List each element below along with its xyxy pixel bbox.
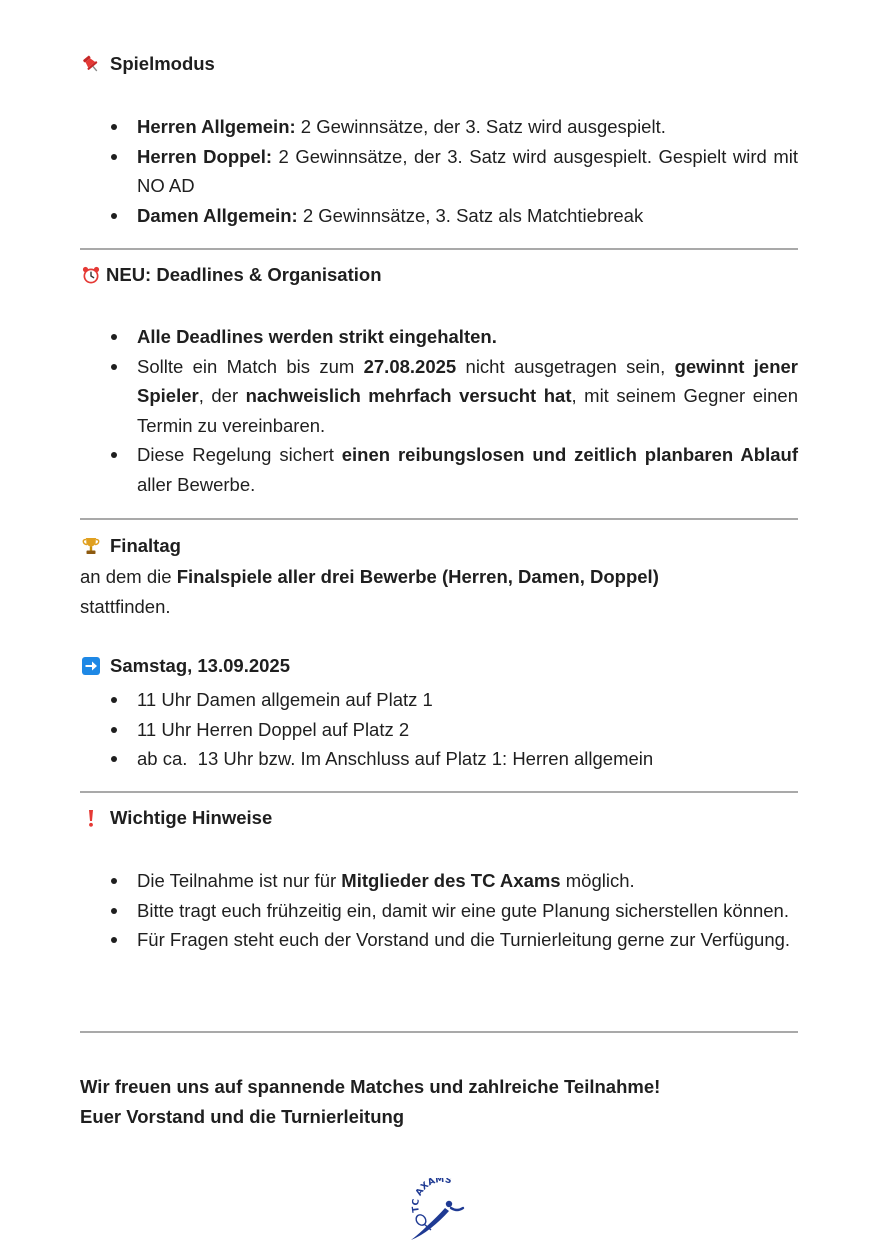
section-title: NEU: Deadlines & Organisation <box>106 264 382 285</box>
section-title: Finaltag <box>110 535 181 556</box>
list-item: Damen Allgemein: 2 Gewinnsätze, 3. Satz als Matchtiebreak <box>80 201 798 231</box>
date-title: Samstag, 13.09.2025 <box>110 655 290 676</box>
list-item: Alle Deadlines werden strikt eingehalten. <box>80 322 798 352</box>
closing-text: Wir freuen uns auf spannende Matches und zahlreiche Teilnahme! Euer Vorstand und die Turnierleitung <box>80 1076 661 1127</box>
schedule-list <box>80 685 798 774</box>
finaltag-description: an dem die Finalspiele aller drei Bewerbe (Herren, Damen, Doppel) stattfinden. <box>80 566 659 617</box>
section-divider <box>80 248 798 250</box>
section-heading-deadlines <box>80 264 382 286</box>
alarm-clock-icon <box>80 264 102 286</box>
list-item: Sollte ein Match bis zum 27.08.2025 nicht ausgetragen sein, gewinnt jener Spieler, der nachweislich mehrfach versucht hat, mit seinem Gegner einen Termin zu vereinbaren. <box>80 352 798 441</box>
list-item: Für Fragen steht euch der Vorstand und die Turnierleitung gerne zur Verfügung. <box>80 925 798 955</box>
spielmodus-list <box>80 112 798 230</box>
exclamation-icon <box>80 807 102 829</box>
trophy-icon <box>80 535 102 557</box>
section-title: Spielmodus <box>110 53 215 74</box>
svg-text:TC AXAMS: TC AXAMS <box>411 1178 453 1213</box>
section-divider <box>80 791 798 793</box>
section-heading-spielmodus <box>80 53 215 75</box>
date-heading <box>80 655 290 677</box>
pushpin-icon <box>80 53 102 75</box>
list-item: 11 Uhr Damen allgemein auf Platz 1 <box>80 685 798 715</box>
right-arrow-icon <box>80 655 102 677</box>
section-divider <box>80 518 798 520</box>
section-heading-hinweise <box>80 807 272 829</box>
list-item: Bitte tragt euch frühzeitig ein, damit wir eine gute Planung sicherstellen können. <box>80 896 798 926</box>
list-item: Diese Regelung sichert einen reibungslosen und zeitlich planbaren Ablauf aller Bewerbe. <box>80 440 798 499</box>
list-item: Herren Doppel: 2 Gewinnsätze, der 3. Satz wird ausgespielt. Gespielt wird mit NO AD <box>80 142 798 201</box>
tc-axams-logo <box>405 1178 475 1244</box>
list-item: ab ca. 13 Uhr bzw. Im Anschluss auf Platz 1: Herren allgemein <box>80 744 798 774</box>
hinweise-list <box>80 866 798 955</box>
list-item: Die Teilnahme ist nur für Mitglieder des TC Axams möglich. <box>80 866 798 896</box>
section-title: Wichtige Hinweise <box>110 807 273 828</box>
section-heading-finaltag <box>80 535 181 557</box>
list-item: Herren Allgemein: 2 Gewinnsätze, der 3. Satz wird ausgespielt. <box>80 112 798 142</box>
deadlines-list <box>80 322 798 499</box>
list-item: 11 Uhr Herren Doppel auf Platz 2 <box>80 715 798 745</box>
section-divider <box>80 1031 798 1033</box>
